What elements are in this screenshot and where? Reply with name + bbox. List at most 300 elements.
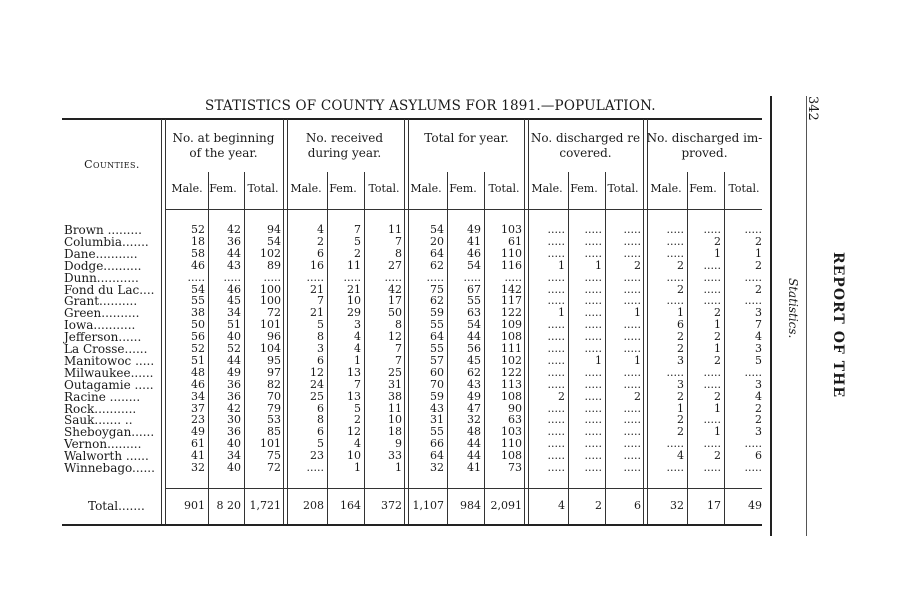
table-cell: 60: [430, 365, 444, 379]
table-cell: 70: [267, 389, 281, 403]
table-cell: 51: [191, 353, 205, 367]
table-cell: 67: [467, 282, 481, 296]
table-cell: 62: [467, 365, 481, 379]
table-cell: 6: [755, 449, 762, 463]
table-cell: 46: [467, 246, 481, 260]
table-cell: 100: [260, 294, 281, 308]
table-cell: 2: [677, 413, 684, 427]
sub-header-1-male: Male.: [171, 182, 203, 195]
table-row: [0, 391, 780, 403]
table-cell: 45: [227, 294, 241, 308]
table-row: [0, 367, 780, 379]
table-cell: .....: [547, 282, 565, 296]
table-cell: 12: [310, 365, 324, 379]
table-cell: .....: [666, 461, 684, 474]
table-cell: .....: [703, 365, 721, 379]
table-cell: .....: [703, 413, 721, 427]
table-cell: 43: [467, 377, 481, 391]
table-cell: 11: [388, 401, 402, 415]
sub-header-2-fem: Fem.: [329, 182, 357, 195]
table-cell: 63: [508, 413, 522, 427]
table-cell: 54: [430, 223, 444, 236]
table-cell: 75: [430, 282, 444, 296]
table-cell: 13: [347, 389, 361, 403]
table-cell: .....: [744, 223, 762, 236]
sub-header-3-total: Total.: [488, 182, 520, 195]
table-cell: 46: [227, 282, 241, 296]
table-cell: 23: [310, 449, 324, 463]
table-cell: .....: [547, 270, 565, 284]
table-cell: .....: [547, 234, 565, 248]
table-cell: .....: [623, 449, 641, 463]
table-cell: 53: [267, 413, 281, 427]
table-cell: 64: [430, 246, 444, 260]
table-cell: 4: [354, 342, 361, 355]
total-cell: 901: [184, 499, 205, 512]
table-cell: 6: [317, 401, 324, 415]
table-cell: 11: [347, 258, 361, 272]
table-cell: .....: [623, 377, 641, 391]
table-cell: 97: [267, 365, 281, 379]
table-cell: 4: [354, 437, 361, 451]
table-cell: 2: [755, 401, 762, 415]
table-cell: .....: [703, 223, 721, 236]
table-cell: 3: [317, 342, 324, 355]
table-cell: .....: [584, 449, 602, 463]
table-cell: 56: [467, 342, 481, 355]
table-cell: 110: [501, 437, 522, 451]
table-cell: 6: [317, 246, 324, 260]
table-cell: 21: [310, 306, 324, 320]
county-name: Walworth ......: [64, 449, 149, 464]
group-header-2: No. received during year.: [305, 131, 384, 160]
table-cell: 8: [395, 318, 402, 332]
table-cell: .....: [623, 365, 641, 379]
total-cell: 17: [707, 499, 721, 512]
table-cell: .....: [666, 437, 684, 451]
table-cell: 1: [634, 306, 641, 320]
sub-header-1-total: Total.: [247, 182, 279, 195]
table-cell: 2: [677, 425, 684, 439]
county-name: Dane...........: [64, 246, 138, 261]
sub-header-2-male: Male.: [290, 182, 322, 195]
table-cell: 13: [347, 365, 361, 379]
table-cell: 1: [595, 258, 602, 272]
table-cell: .....: [547, 437, 565, 451]
table-cell: 95: [267, 353, 281, 367]
table-cell: .....: [584, 389, 602, 403]
table-cell: 1: [558, 306, 565, 320]
table-title: STATISTICS OF COUNTY ASYLUMS FOR 1891.—POPULATION.: [205, 98, 656, 114]
table-cell: 27: [388, 258, 402, 272]
page-number: 342: [805, 96, 820, 121]
table-cell: 34: [227, 449, 241, 463]
table-cell: .....: [623, 401, 641, 415]
table-cell: 142: [501, 282, 522, 296]
table-cell: 85: [267, 425, 281, 439]
table-cell: 72: [267, 461, 281, 474]
table-cell: 9: [395, 437, 402, 451]
table-cell: 54: [467, 318, 481, 332]
table-cell: 18: [388, 425, 402, 439]
table-cell: 40: [227, 461, 241, 474]
table-cell: 75: [267, 449, 281, 463]
table-cell: 50: [388, 306, 402, 320]
table-cell: .....: [584, 330, 602, 344]
table-cell: 110: [501, 246, 522, 260]
table-cell: 41: [191, 449, 205, 463]
table-cell: 31: [430, 413, 444, 427]
table-cell: .....: [584, 413, 602, 427]
table-cell: .....: [584, 401, 602, 415]
table-cell: .....: [547, 294, 565, 308]
total-cell: 32: [670, 499, 684, 512]
county-name: Dunn...........: [64, 270, 139, 285]
table-row: [0, 260, 780, 272]
table-cell: 5: [317, 318, 324, 332]
table-cell: 10: [347, 449, 361, 463]
table-top-rule: [62, 118, 762, 120]
table-cell: 122: [501, 365, 522, 379]
sub-header-5-total: Total.: [728, 182, 760, 195]
section-label: Statistics.: [786, 278, 800, 339]
table-cell: 20: [430, 234, 444, 248]
table-cell: .....: [623, 282, 641, 296]
table-cell: .....: [666, 294, 684, 308]
table-cell: .....: [547, 246, 565, 260]
table-cell: 37: [191, 401, 205, 415]
table-cell: 36: [227, 377, 241, 391]
table-cell: 102: [501, 353, 522, 367]
table-cell: .....: [547, 449, 565, 463]
county-name: Brown .........: [64, 223, 142, 237]
table-cell: 4: [755, 330, 762, 344]
table-cell: 3: [677, 377, 684, 391]
table-cell: 55: [467, 294, 481, 308]
county-name: Iowa...........: [64, 318, 136, 333]
table-cell: .....: [584, 437, 602, 451]
table-cell: 2: [677, 389, 684, 403]
table-cell: 104: [260, 342, 281, 355]
table-cell: 2: [755, 413, 762, 427]
table-cell: 1: [714, 318, 721, 332]
table-cell: .....: [584, 234, 602, 248]
table-cell: 2: [677, 282, 684, 296]
table-cell: 1: [354, 461, 361, 474]
table-cell: 33: [388, 449, 402, 463]
table-cell: 18: [191, 234, 205, 248]
table-cell: 64: [430, 330, 444, 344]
table-cell: 111: [501, 342, 522, 355]
table-cell: .....: [623, 294, 641, 308]
county-name: Milwaukee......: [64, 365, 154, 380]
table-cell: .....: [584, 294, 602, 308]
sub-header-3-male: Male.: [410, 182, 442, 195]
table-cell: .....: [263, 270, 281, 284]
table-cell: .....: [584, 377, 602, 391]
table-cell: 42: [227, 223, 241, 236]
table-cell: .....: [703, 461, 721, 474]
total-cell: 984: [460, 499, 481, 512]
table-cell: 2: [714, 389, 721, 403]
table-cell: 32: [430, 461, 444, 474]
table-cell: .....: [623, 342, 641, 355]
table-cell: 52: [227, 342, 241, 355]
table-cell: 8: [395, 246, 402, 260]
table-cell: 96: [267, 330, 281, 344]
table-cell: .....: [584, 246, 602, 260]
table-cell: .....: [623, 223, 641, 236]
table-cell: 2: [755, 282, 762, 296]
table-cell: 7: [755, 318, 762, 332]
table-cell: 90: [508, 401, 522, 415]
table-cell: 34: [191, 389, 205, 403]
table-cell: 2: [558, 389, 565, 403]
table-cell: .....: [223, 270, 241, 284]
table-cell: 62: [430, 294, 444, 308]
table-cell: 1: [354, 353, 361, 367]
table-cell: .....: [547, 318, 565, 332]
table-cell: 17: [388, 294, 402, 308]
table-cell: 2: [714, 353, 721, 367]
county-name: Rock...........: [64, 401, 137, 416]
table-cell: .....: [426, 270, 444, 284]
table-cell: .....: [703, 294, 721, 308]
sub-header-3-fem: Fem.: [449, 182, 477, 195]
table-cell: 3: [755, 377, 762, 391]
table-cell: 102: [260, 246, 281, 260]
table-cell: .....: [547, 413, 565, 427]
table-cell: 48: [467, 425, 481, 439]
table-cell: 108: [501, 330, 522, 344]
table-cell: 54: [467, 258, 481, 272]
table-cell: 2: [714, 449, 721, 463]
total-cell: 208: [303, 499, 324, 512]
county-name: Jefferson......: [64, 330, 142, 345]
table-cell: .....: [744, 270, 762, 284]
running-header: REPORT OF THE: [830, 252, 846, 399]
table-cell: 54: [267, 234, 281, 248]
table-cell: .....: [744, 365, 762, 379]
table-cell: 2: [714, 234, 721, 248]
table-cell: 5: [317, 437, 324, 451]
table-cell: .....: [703, 437, 721, 451]
county-name: Dodge..........: [64, 258, 142, 273]
total-cell: 4: [558, 499, 565, 512]
table-cell: 31: [388, 377, 402, 391]
table-cell: 49: [227, 365, 241, 379]
table-cell: 1: [714, 425, 721, 439]
table-cell: 56: [191, 330, 205, 344]
sub-header-1-fem: Fem.: [209, 182, 237, 195]
table-cell: 44: [227, 246, 241, 260]
table-cell: 89: [267, 258, 281, 272]
table-row: [0, 272, 780, 284]
subheader-rule: [166, 209, 762, 210]
table-cell: 3: [677, 353, 684, 367]
table-cell: .....: [547, 401, 565, 415]
county-name: Columbia.......: [64, 234, 149, 249]
table-cell: 45: [467, 353, 481, 367]
table-cell: 1: [755, 246, 762, 260]
table-cell: 7: [395, 234, 402, 248]
table-row: [0, 248, 780, 260]
table-cell: 44: [467, 330, 481, 344]
table-cell: .....: [703, 270, 721, 284]
table-cell: 4: [755, 389, 762, 403]
table-cell: 1: [595, 353, 602, 367]
table-cell: .....: [547, 223, 565, 236]
table-cell: 10: [388, 413, 402, 427]
table-cell: 46: [191, 377, 205, 391]
county-name: Winnebago......: [64, 461, 155, 475]
table-cell: .....: [547, 461, 565, 474]
table-cell: 44: [227, 353, 241, 367]
table-cell: 4: [677, 449, 684, 463]
table-cell: 55: [430, 425, 444, 439]
table-cell: .....: [623, 437, 641, 451]
table-cell: 52: [191, 342, 205, 355]
county-name: Grant..........: [64, 294, 138, 309]
table-cell: .....: [584, 461, 602, 474]
group-header-1: No. at beginning of the year.: [172, 131, 275, 160]
table-cell: .....: [744, 437, 762, 451]
table-cell: 2: [714, 330, 721, 344]
table-cell: 6: [317, 425, 324, 439]
margin-rule-inner: [806, 96, 807, 536]
group-header-3: Total for year.: [424, 131, 509, 145]
table-cell: 50: [191, 318, 205, 332]
table-cell: .....: [703, 377, 721, 391]
table-cell: 2: [714, 306, 721, 320]
table-cell: 1: [558, 258, 565, 272]
county-name: Green..........: [64, 306, 140, 321]
total-cell: 1,721: [249, 499, 281, 512]
table-cell: 24: [310, 377, 324, 391]
table-cell: 1: [634, 353, 641, 367]
table-cell: .....: [584, 342, 602, 355]
table-cell: 5: [755, 353, 762, 367]
table-cell: 63: [467, 306, 481, 320]
county-name: Sheboygan......: [64, 425, 155, 440]
table-cell: 7: [354, 223, 361, 236]
table-cell: .....: [384, 270, 402, 284]
table-cell: 3: [755, 342, 762, 355]
table-cell: 49: [191, 425, 205, 439]
table-cell: .....: [623, 234, 641, 248]
table-cell: 100: [260, 282, 281, 296]
table-cell: 2: [317, 234, 324, 248]
table-cell: 36: [227, 234, 241, 248]
table-cell: .....: [623, 425, 641, 439]
table-cell: .....: [584, 365, 602, 379]
table-cell: 109: [501, 318, 522, 332]
table-cell: 7: [395, 342, 402, 355]
total-row: [0, 500, 780, 512]
table-cell: 7: [317, 294, 324, 308]
table-cell: 38: [388, 389, 402, 403]
county-name: Sauk....... ..: [64, 413, 133, 428]
counties-header: Counties.: [84, 158, 140, 171]
table-cell: 51: [227, 318, 241, 332]
table-cell: 55: [430, 318, 444, 332]
table-cell: 117: [501, 294, 522, 308]
table-cell: 32: [191, 461, 205, 474]
table-cell: .....: [744, 461, 762, 474]
table-cell: 6: [677, 318, 684, 332]
table-cell: 44: [467, 449, 481, 463]
table-cell: 11: [388, 223, 402, 236]
table-cell: 23: [191, 413, 205, 427]
table-row: [0, 462, 780, 474]
table-cell: 49: [467, 389, 481, 403]
total-cell: 2,091: [490, 499, 522, 512]
total-cell: 164: [340, 499, 361, 512]
total-rule: [166, 488, 762, 489]
table-cell: 40: [227, 437, 241, 451]
table-cell: 61: [508, 234, 522, 248]
table-cell: 5: [354, 234, 361, 248]
total-cell: 8 20: [216, 499, 241, 512]
table-cell: .....: [623, 413, 641, 427]
table-cell: .....: [547, 342, 565, 355]
table-cell: 2: [354, 413, 361, 427]
table-cell: .....: [547, 425, 565, 439]
table-cell: 32: [467, 413, 481, 427]
table-cell: 21: [347, 282, 361, 296]
table-cell: 2: [677, 258, 684, 272]
table-cell: 1: [714, 342, 721, 355]
total-cell: 6: [634, 499, 641, 512]
table-cell: 101: [260, 437, 281, 451]
table-cell: 64: [430, 449, 444, 463]
county-name: Manitowoc .....: [64, 353, 155, 368]
table-cell: 79: [267, 401, 281, 415]
sub-header-5-fem: Fem.: [689, 182, 717, 195]
table-cell: 61: [191, 437, 205, 451]
table-cell: 1: [677, 306, 684, 320]
table-cell: 21: [310, 282, 324, 296]
table-cell: 55: [430, 342, 444, 355]
table-cell: 52: [191, 223, 205, 236]
table-cell: 72: [267, 306, 281, 320]
table-cell: .....: [703, 282, 721, 296]
table-cell: .....: [504, 270, 522, 284]
table-cell: 40: [227, 330, 241, 344]
table-cell: 25: [310, 389, 324, 403]
table-cell: 70: [430, 377, 444, 391]
table-cell: 5: [354, 401, 361, 415]
table-cell: 46: [191, 258, 205, 272]
table-cell: 10: [347, 294, 361, 308]
sub-header-4-total: Total.: [607, 182, 639, 195]
table-cell: 41: [467, 461, 481, 474]
table-cell: 103: [501, 425, 522, 439]
table-cell: .....: [744, 294, 762, 308]
table-cell: 3: [755, 306, 762, 320]
table-cell: 49: [467, 223, 481, 236]
table-cell: 4: [354, 330, 361, 344]
table-cell: .....: [623, 461, 641, 474]
table-cell: 36: [227, 389, 241, 403]
table-cell: 42: [388, 282, 402, 296]
table-cell: 34: [227, 306, 241, 320]
table-cell: 38: [191, 306, 205, 320]
table-cell: .....: [666, 365, 684, 379]
table-cell: 1: [677, 401, 684, 415]
sub-header-5-male: Male.: [650, 182, 682, 195]
table-cell: 2: [755, 258, 762, 272]
